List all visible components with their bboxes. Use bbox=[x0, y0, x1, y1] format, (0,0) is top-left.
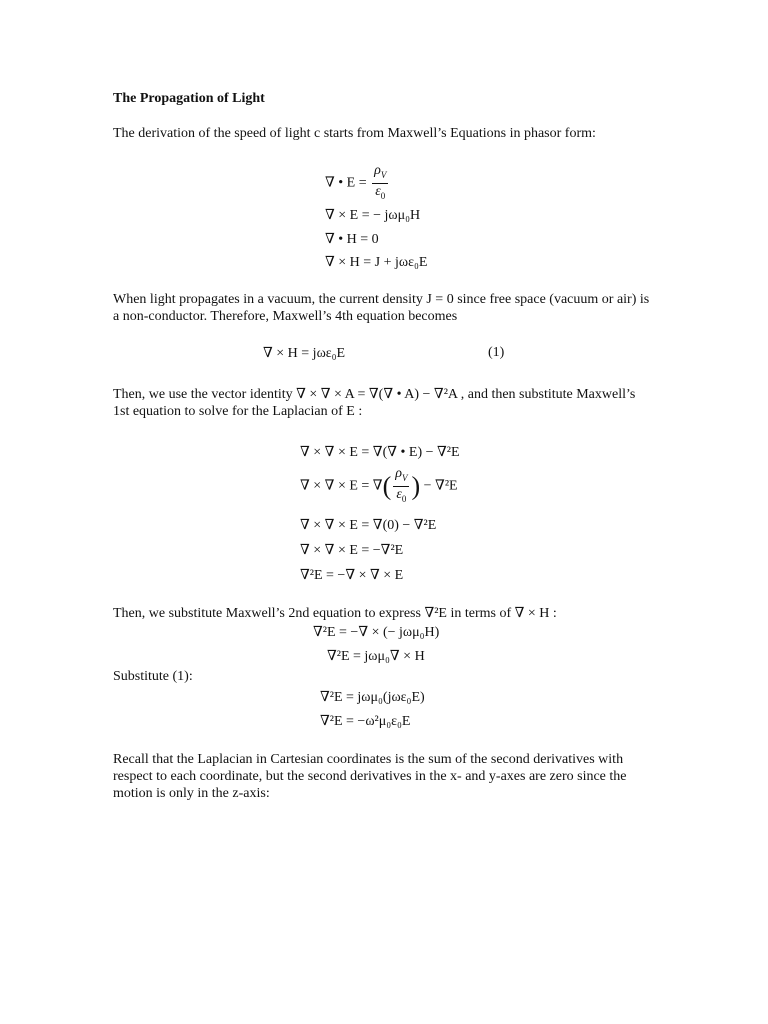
vacuum-paragraph: When light propagates in a vacuum, the current density J = 0 since free space (vacuum or air) is a non-conductor. Therefore, Maxwell’s 4th equation becomes bbox=[113, 292, 650, 324]
substitute-label: Substitute (1): bbox=[113, 669, 193, 684]
recall-paragraph: Recall that the Laplacian in Cartesian coordinates is the sum of the second derivatives with respect to each coordinate, but the second derivatives in the x- and y-axes are zero since the motion is only in the z-axis: bbox=[113, 752, 627, 801]
maxwell-eq-2: ∇ × E = − jωμ₀H bbox=[325, 208, 421, 223]
document-title: The Propagation of Light bbox=[113, 91, 265, 106]
laplacian-step-1: ∇ × ∇ × E = ∇(∇ • E) − ∇²E bbox=[300, 445, 460, 460]
equation-1: ∇ × H = jωε₀E bbox=[263, 346, 346, 361]
identity-paragraph: Then, we use the vector identity ∇ × ∇ × A = ∇(∇ • A) − ∇²A , and then substitute Maxwell’s 1st equation to solve for the Laplacian of E : bbox=[113, 387, 636, 419]
substitute-second-paragraph: Then, we substitute Maxwell’s 2nd equation to express ∇²E in terms of ∇ × H : bbox=[113, 606, 557, 621]
step-c: ∇²E = jωμ₀(jωε₀E) bbox=[320, 690, 425, 705]
maxwell-eq-3: ∇ • H = 0 bbox=[325, 232, 379, 247]
fraction-rho-over-epsilon-2: $\frac{\rho_V}{\varepsilon_0}$ bbox=[395, 466, 408, 504]
fraction-rho-over-epsilon: $\frac{\rho_V}{\varepsilon_0}$ bbox=[374, 163, 387, 201]
laplacian-step-2: ∇ × ∇ × E = ∇( $\frac{\rho_V}{\varepsilon_0}$ ) − ∇²E bbox=[300, 466, 458, 507]
maxwell-eq-4: ∇ × H = J + jωε₀E bbox=[325, 255, 428, 270]
step-b: ∇²E = jωμ₀∇ × H bbox=[327, 649, 425, 664]
equation-1-number: (1) bbox=[488, 345, 505, 360]
intro-paragraph: The derivation of the speed of light c starts from Maxwell’s Equations in phasor form: bbox=[113, 126, 596, 141]
step-a: ∇²E = −∇ × (− jωμ₀H) bbox=[313, 625, 440, 640]
step-d: ∇²E = −ω²μ₀ε₀E bbox=[320, 714, 411, 729]
laplacian-step-3: ∇ × ∇ × E = ∇(0) − ∇²E bbox=[300, 518, 437, 533]
laplacian-step-4: ∇ × ∇ × E = −∇²E bbox=[300, 543, 404, 558]
laplacian-step-5: ∇²E = −∇ × ∇ × E bbox=[300, 568, 404, 583]
maxwell-eq-1: ∇ • E = $\frac{\rho_V}{\varepsilon_0}$ bbox=[325, 163, 390, 204]
